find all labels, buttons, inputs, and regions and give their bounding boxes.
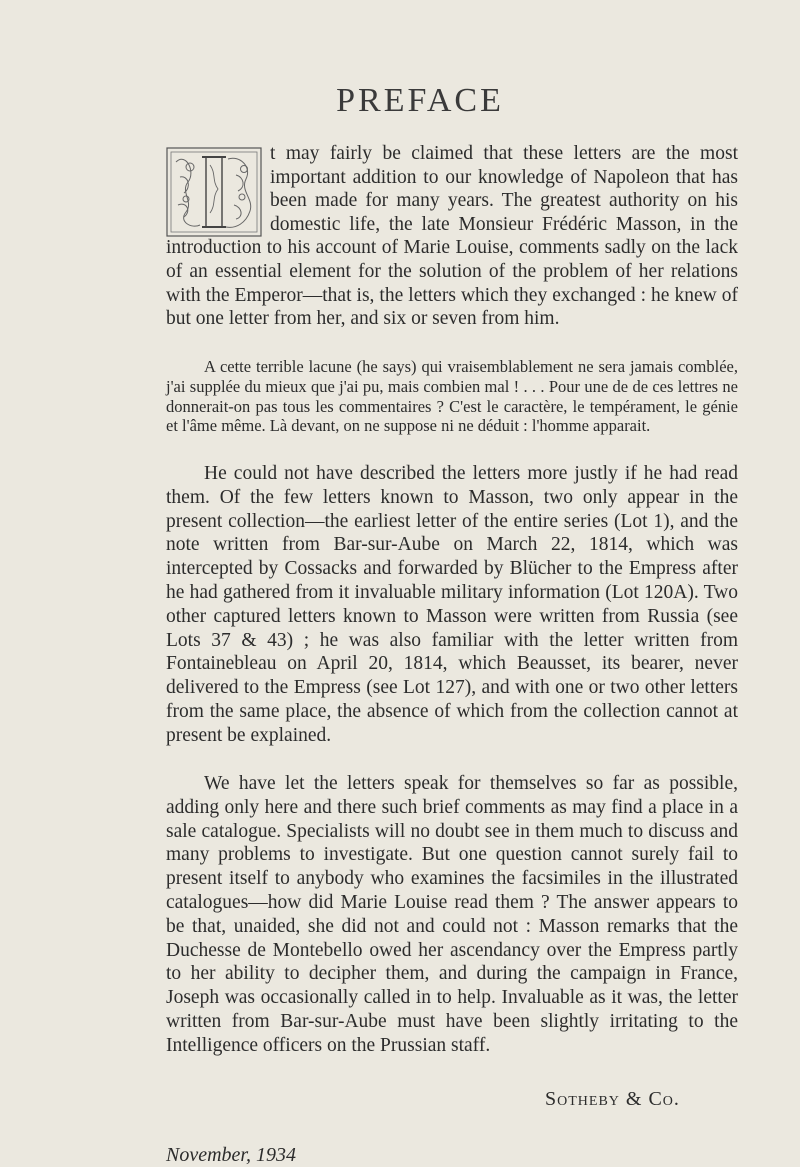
signature: Sotheby & Co. [545, 1088, 680, 1110]
paragraph-letters-known: He could not have described the letters more justly if he had read them. Of the few letters known to Masson, two only appear in the present collection—the earliest letter of the entire series (Lot 1), and the note written from Bar-sur-Aube on March 22, 1814, which was intercepted by Cossacks and forwarded by Blücher to the Empress after he had gathered from it invaluable military information (Lot 120A). Two other captured letters known to Masson were written from Russia (see Lots 37 & 43) ; he was also familiar with the letter written from Fontainebleau on April 20, 1814, which Beausset, its bearer, never delivered to the Empress (see Lot 127), and with one or two other letters from the same place, the absence of which from the collection cannot at present be explained. [166, 463, 738, 746]
paragraph-intro [166, 142, 738, 331]
dropcap-spacer [166, 142, 270, 234]
date-line: November, 1934 [166, 1144, 296, 1166]
paragraph-intro-text: t may fairly be claimed that these letters are the most important addition to our knowledge of Napoleon that has been made for many years. The greatest authority on his domestic life, the late Monsieur Frédéric Masson, in the introduction to his account of Marie Louise, comments sadly on the lack of an essential element for the solution of the problem of her relations with the Emperor—that is, the letters which they exchanged : he knew of but one letter from her, and six or seven from him. [166, 143, 738, 330]
page-title: PREFACE [336, 82, 504, 119]
french-quotation: A cette terrible lacune (he says) qui vraisemblablement ne sera jamais comblée, j'ai supplée du mieux que j'ai pu, mais combien mal ! . . . Pour une de de ces lettres ne donnerait-on pas tous les commentaires ? C'est le caractère, le tempérament, le génie et l'âme même. Là devant, on ne suppose ni ne déduit : l'homme apparait. [166, 357, 738, 436]
paragraph-commentary: We have let the letters speak for themselves so far as possible, adding only here and there such brief comments as may find a place in a sale catalogue. Specialists will no doubt see in them much to discuss and many problems to investigate. But one question cannot surely fail to present itself to anybody who examines the facsimiles in the illustrated catalogues—how did Marie Louise read them ? The answer appears to be that, unaided, she did not and could not : Masson remarks that the Duchesse de Montebello owed her ascendancy over the Empress partly to her ability to decipher them, and during the campaign in France, Joseph was occasionally called in to help. Invaluable as it was, the letter written from Bar-sur-Aube must have been slightly irritating to the Intelligence officers on the Prussian staff. [166, 773, 738, 1056]
